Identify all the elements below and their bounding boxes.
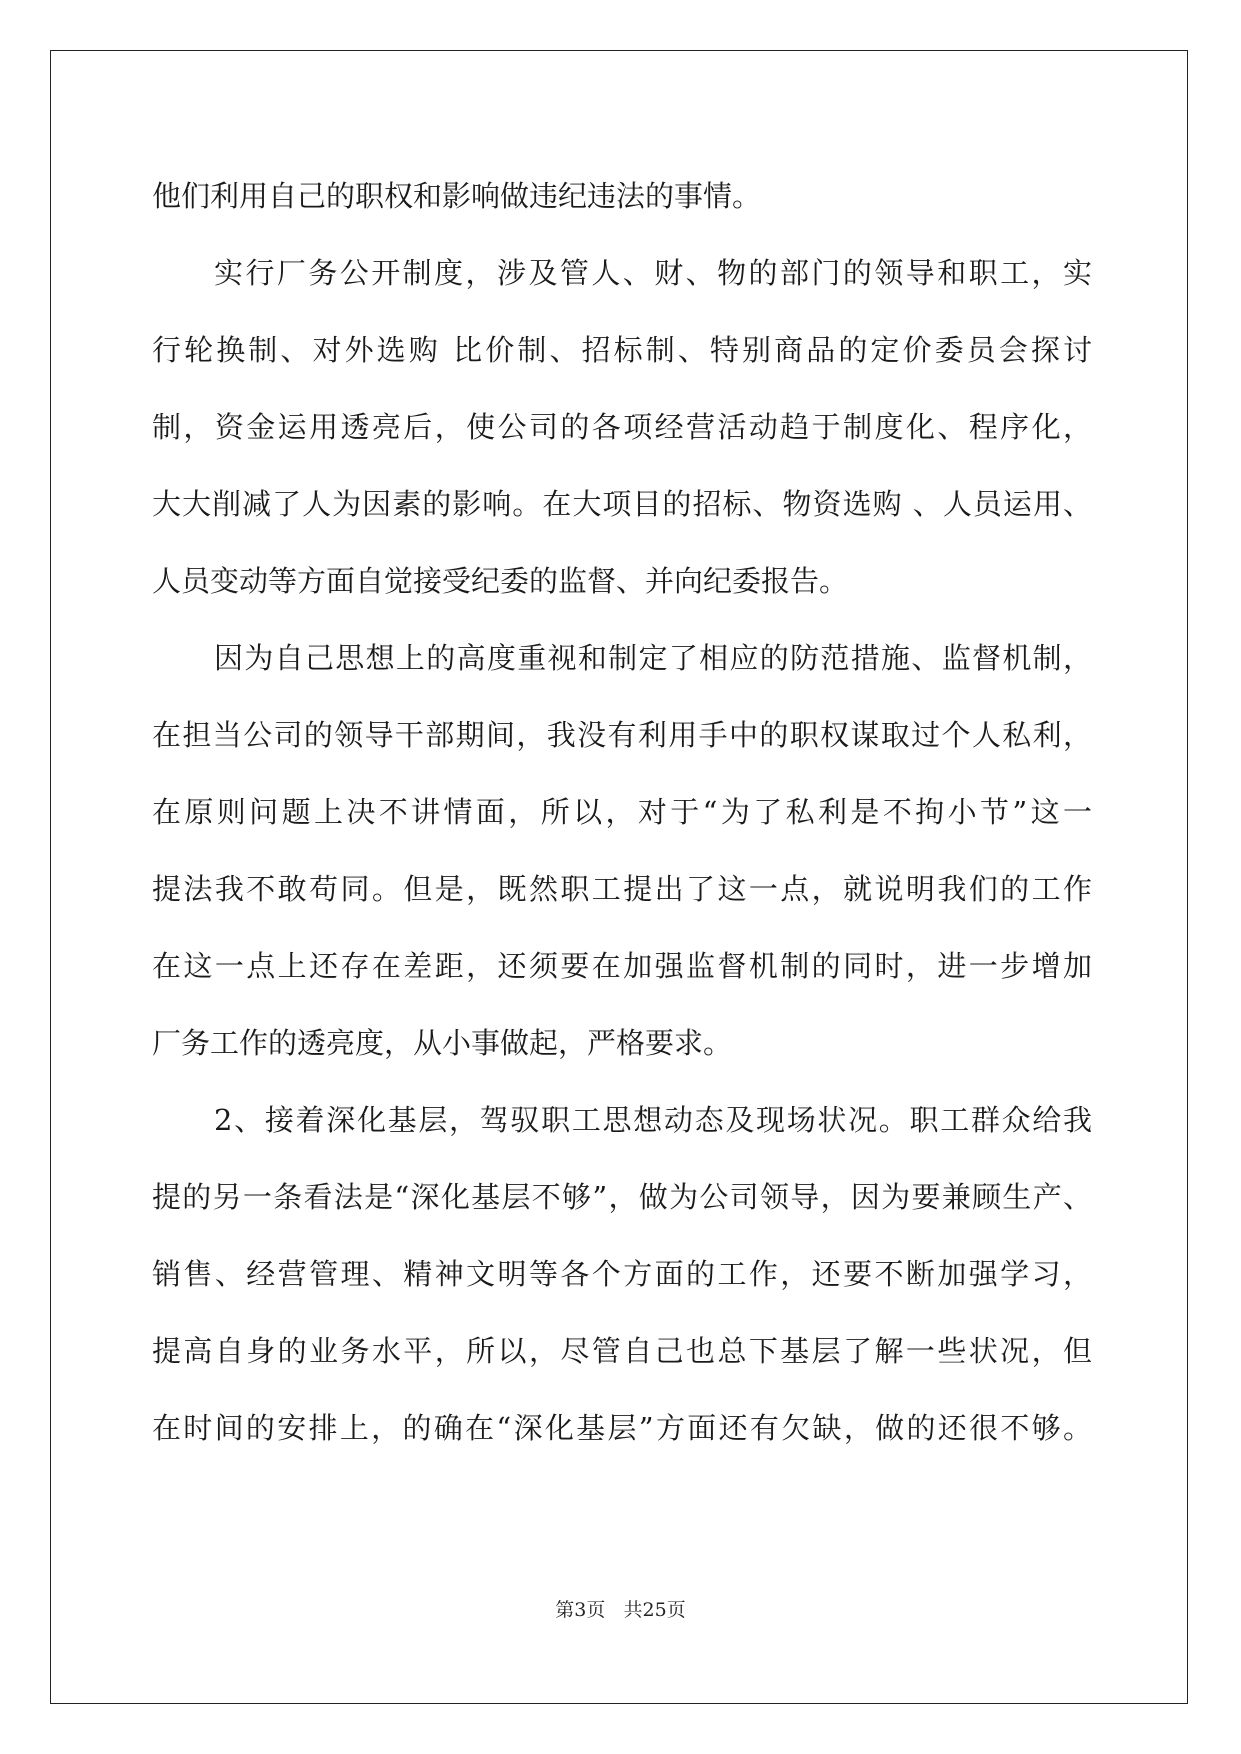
document-body — [152, 158, 1092, 1467]
text-line: 厂务工作的透亮度，从小事做起，严格要求。 — [152, 1026, 733, 1060]
text-line: 销售、经营管理、精神文明等各个方面的工作，还要不断加强学习， — [152, 1257, 1092, 1291]
text-line: 大大削减了人为因素的影响。在大项目的招标、物资选购 、人员运用、 — [152, 487, 1092, 521]
text-line: 制，资金运用透亮后，使公司的各项经营活动趋于制度化、程序化， — [152, 410, 1092, 444]
text-line: 实行厂务公开制度，涉及管人、财、物的部门的领导和职工，实 — [214, 256, 1092, 290]
text-line: 行轮换制、对外选购 比价制、招标制、特别商品的定价委员会探讨 — [152, 333, 1092, 367]
text-line: 提高自身的业务水平，所以，尽管自己也总下基层了解一些状况，但 — [152, 1334, 1092, 1368]
page-footer — [0, 1595, 1241, 1622]
text-line: 在时间的安排上，的确在“深化基层”方面还有欠缺，做的还很不够。 — [152, 1411, 1092, 1445]
text-line: 提法我不敢苟同。但是，既然职工提出了这一点，就说明我们的工作 — [152, 872, 1092, 906]
text-line: 人员变动等方面自觉接受纪委的监督、并向纪委报告。 — [152, 564, 849, 598]
text-line: 在这一点上还存在差距，还须要在加强监督机制的同时，进一步增加 — [152, 949, 1092, 983]
text-line: 因为自己思想上的高度重视和制定了相应的防范措施、监督机制， — [214, 641, 1092, 675]
text-line: 在担当公司的领导干部期间，我没有利用手中的职权谋取过个人私利， — [152, 718, 1092, 752]
text-line: 在原则问题上决不讲情面，所以，对于“为了私利是不拘小节”这一 — [152, 795, 1092, 829]
text-line: 他们利用自己的职权和影响做违纪违法的事情。 — [152, 179, 762, 213]
text-line: 2、接着深化基层，驾驭职工思想动态及现场状况。职工群众给我 — [214, 1103, 1092, 1137]
text-line: 提的另一条看法是“深化基层不够”，做为公司领导，因为要兼顾生产、 — [152, 1180, 1092, 1214]
page-number: 第3页 — [555, 1599, 606, 1621]
page-total: 共25页 — [623, 1599, 686, 1621]
